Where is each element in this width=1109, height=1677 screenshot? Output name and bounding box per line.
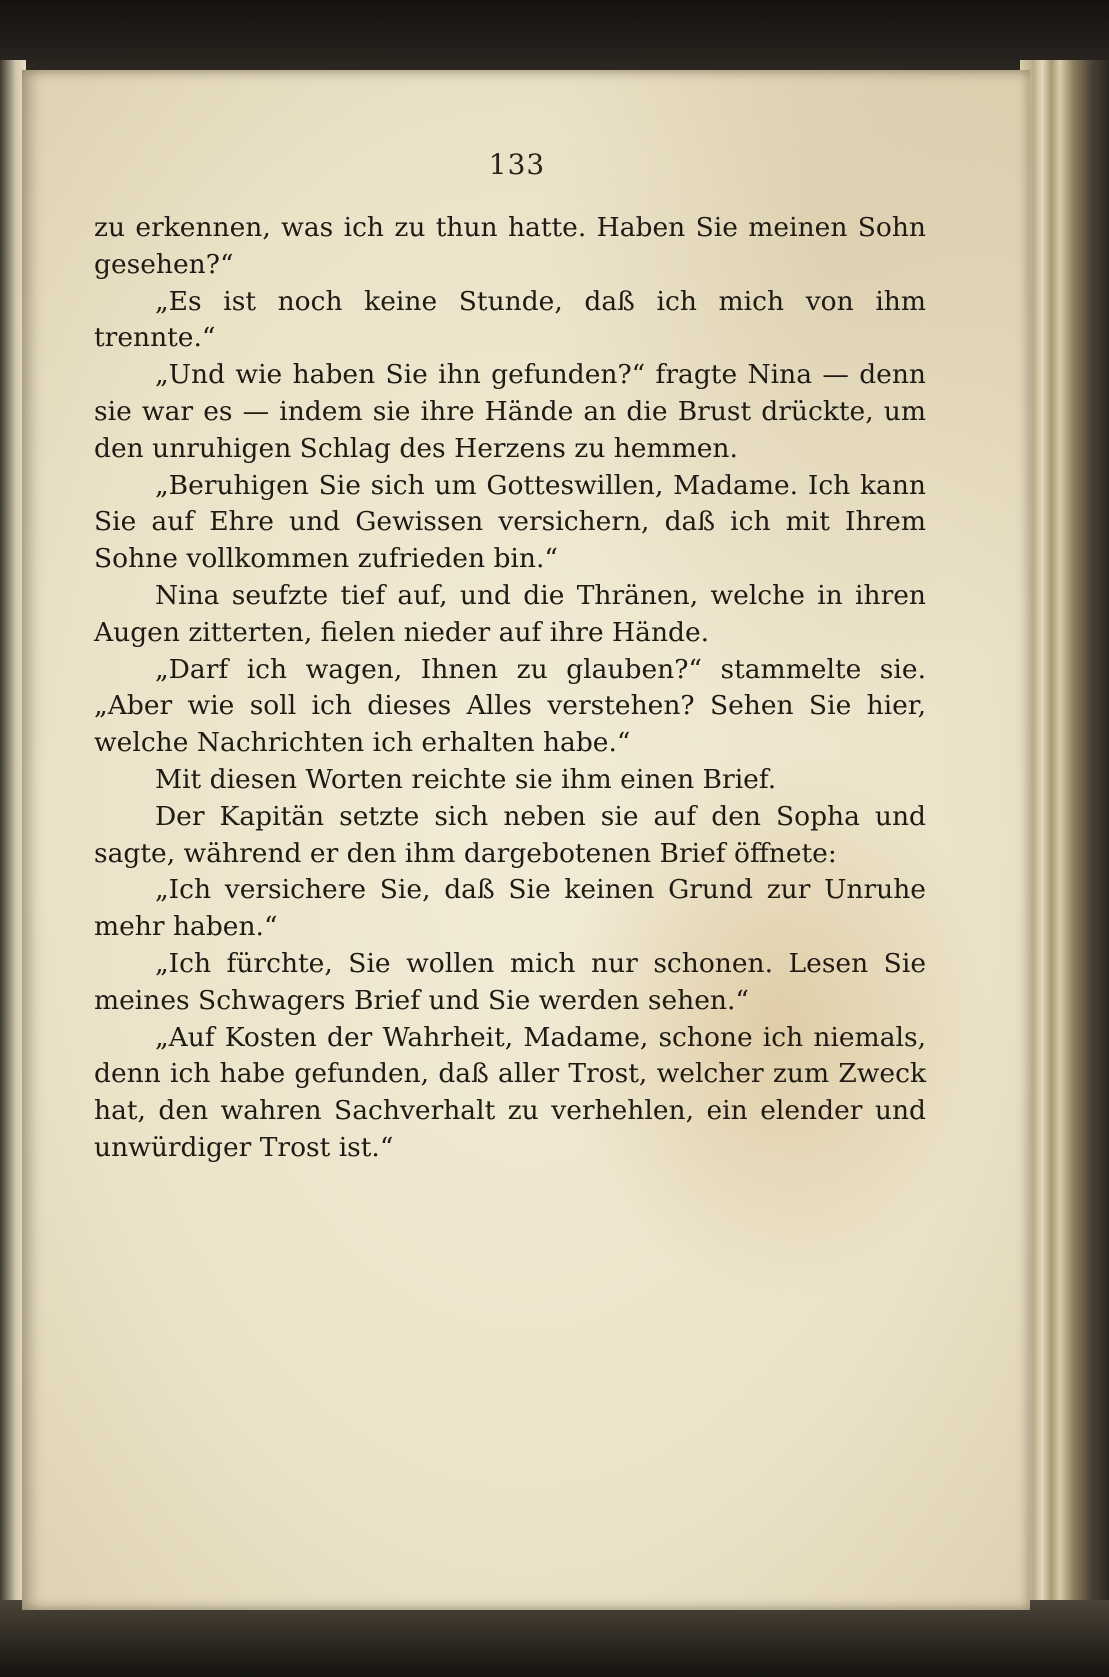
page-text (94, 210, 926, 1167)
paragraph: „Darf ich wagen, Ihnen zu glauben?“ stammelte sie. „Aber wie soll ich dieses Alles verstehen? Sehen Sie hier, welche Nachrichten ich erhalten habe.“ (94, 653, 926, 759)
book-shadow-bottom (0, 1600, 1109, 1677)
book-shadow-top (0, 0, 1109, 70)
page-number: 133 (488, 148, 546, 181)
paragraph: Mit diesen Worten reichte sie ihm einen Brief. (154, 763, 777, 795)
paragraph: „Auf Kosten der Wahrheit, Madame, schone ich niemals, denn ich habe gefunden, daß aller Trost, welcher zum Zweck hat, den wahren Sachverhalt zu verhehlen, ein elender und unwürdiger Trost ist.“ (94, 1021, 926, 1163)
paragraph: Der Kapitän setzte sich neben sie auf den Sopha und sagte, während er den ihm dargebotenen Brief öffnete: (94, 800, 926, 869)
paragraph: „Ich fürchte, Sie wollen mich nur schonen. Lesen Sie meines Schwagers Brief und Sie werden sehen.“ (94, 947, 926, 1016)
paragraph: „Ich versichere Sie, daß Sie keinen Grund zur Unruhe mehr haben.“ (94, 874, 926, 943)
paragraph: „Es ist noch keine Stunde, daß ich mich von ihm trennte.“ (94, 285, 926, 354)
paragraph: „Beruhigen Sie sich um Gotteswillen, Madame. Ich kann Sie auf Ehre und Gewissen versichern, daß ich mit Ihrem Sohne vollkommen zufrieden bin.“ (94, 469, 926, 575)
page-stack-edges (1020, 60, 1109, 1620)
paragraph: zu erkennen, was ich zu thun hatte. Haben Sie meinen Sohn gesehen?“ (94, 212, 926, 280)
paragraph: Nina seufzte tief auf, und die Thränen, welche in ihren Augen zitterten, fielen nieder auf ihre Hände. (94, 579, 926, 648)
book-page (22, 70, 1030, 1610)
paragraph: „Und wie haben Sie ihn gefunden?“ fragte Nina — denn sie war es — indem sie ihre Hände an die Brust drückte, um den unruhigen Schlag des Herzens zu hemmen. (94, 359, 926, 464)
